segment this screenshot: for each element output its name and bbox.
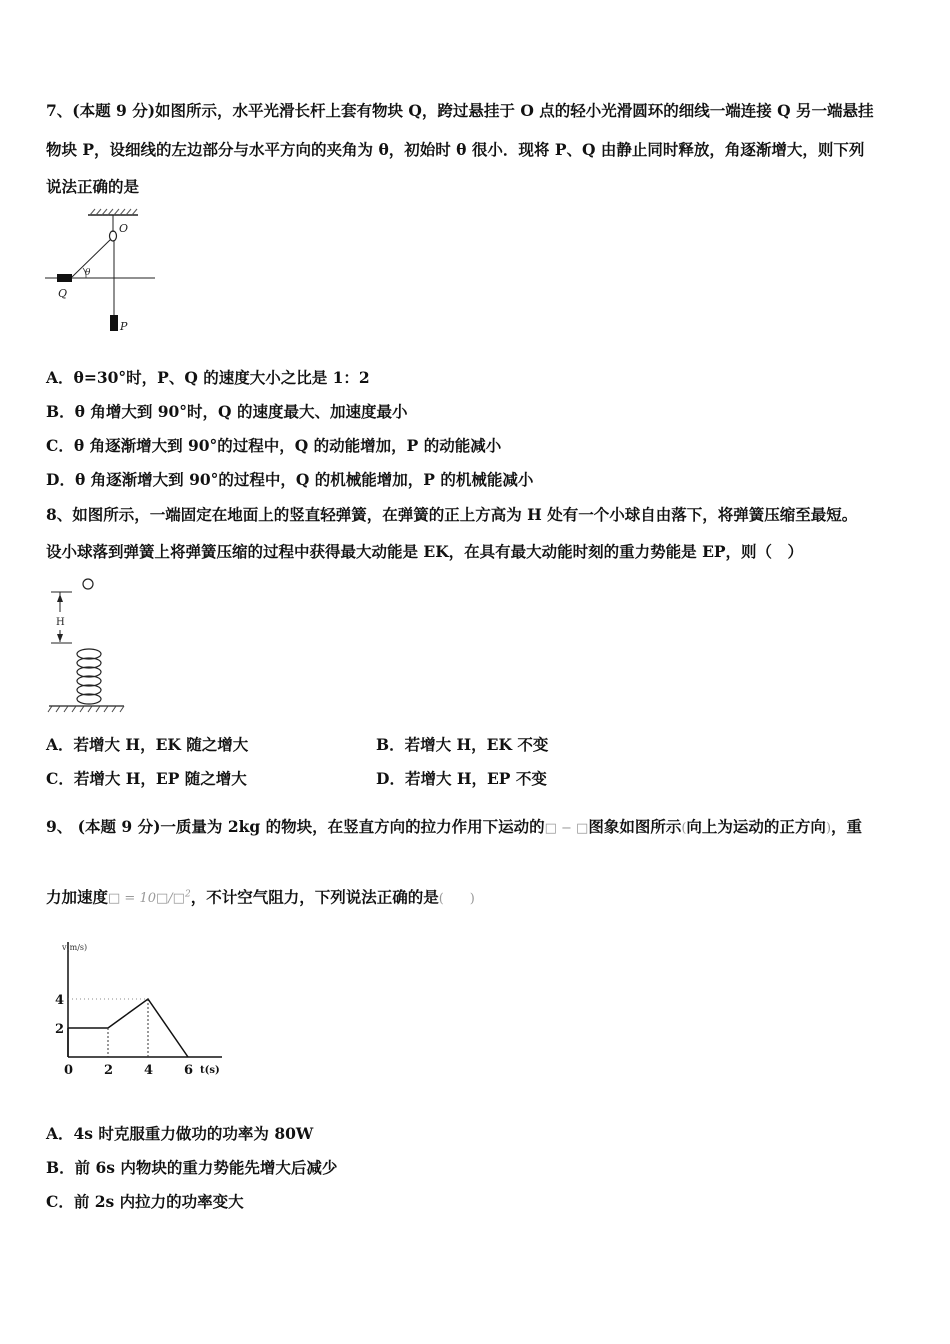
q8-option-d: D．若增大 H，EP 不变 [376,769,547,788]
x-tick-label: 4 [144,1063,154,1078]
q7-option-c: C．θ 角逐渐增大到 90°的过程中，Q 的动能增加，P 的动能减小 [46,436,502,455]
label-o: O [119,222,129,235]
q7-option-b: B．θ 角增大到 90°时，Q 的速度最大、加速度最小 [46,402,408,421]
x-tick-label: 0 [64,1063,74,1078]
q9-text-line-2 [46,885,475,909]
q7-text-line-2: 物块 P，设细线的左边部分与水平方向的夹角为 θ，初始时 θ 很小．现将 P、Q 由静止同时释放，角逐渐增大，则下列 [46,140,865,159]
q9-line1-part-c: 图象如图所示 [588,817,682,836]
label-q: Q [58,287,68,300]
q9-close-paren: ) [825,821,832,836]
q9-open-paren: ( [681,821,687,836]
q9-vt-placeholder: □ − □ [544,821,589,836]
q7-option-a: A．θ=30°时，P、Q 的速度大小之比是 1：2 [46,368,370,387]
y-tick-label: 2 [55,1022,65,1037]
chart-y-label: v(m/s) [62,943,88,952]
q9-line2-part-a: 力加速度 [46,887,109,907]
q9-option-a: A．4s 时克服重力做功的功率为 80W [46,1124,314,1143]
x-tick-label: 6 [184,1063,194,1078]
q8-option-c: C．若增大 H，EP 随之增大 [46,769,247,788]
q9-line2-part-c: ，不计空气阻力，下列说法正确的是 [190,887,439,907]
q9-line1-part-e: 向上为运动的正方向 [686,817,826,836]
label-theta: θ [85,268,91,278]
x-tick-label: 2 [104,1063,114,1078]
q8-option-b: B．若增大 H，EK 不变 [376,735,549,754]
label-h: H [56,617,65,628]
q7-text-line-3: 说法正确的是 [46,177,140,196]
q9-text-line-1 [46,817,862,839]
q7-option-d: D．θ 角逐渐增大到 90°的过程中，Q 的机械能增加，P 的机械能减小 [46,470,534,489]
q9-option-b: B．前 6s 内物块的重力势能先增大后减少 [46,1158,338,1177]
q9-line1-part-a: 9、 (本题 9 分)一质量为 2kg 的物块，在竖直方向的拉力作用下运动的 [46,817,545,836]
q9-line1-part-g: ，重 [831,817,863,836]
q9-vt-chart [40,932,240,1082]
q8-text-line-2: 设小球落到弹簧上将弹簧压缩的过程中获得最大动能是 EK，在具有最大动能时刻的重力势能是 EP，则（ ） [46,542,804,561]
chart-x-label: t(s) [200,1065,220,1076]
q9-answer-blank: ( ) [438,891,475,907]
q9-option-c: C．前 2s 内拉力的功率变大 [46,1192,244,1211]
q7-pulley-figure [40,205,170,340]
series-line [68,999,188,1057]
q8-text-line-1: 8、如图所示，一端固定在地面上的竖直轻弹簧，在弹簧的正上方高为 H 处有一个小球自由落下，将弹簧压缩至最短。 [46,505,858,524]
q9-gravity-formula [108,891,191,906]
q8-spring-figure [44,572,134,717]
y-tick-label: 4 [55,993,65,1008]
q7-text-line-1: 7、(本题 9 分)如图所示，水平光滑长杆上套有物块 Q，跨过悬挂于 O 点的轻小光滑圆环的细线一端连接 Q 另一端悬挂 [46,101,874,120]
label-p: P [120,320,128,333]
q9-gravity-value: □ = 10□/□ [108,891,185,907]
q9-gravity-exp: 2 [184,890,191,900]
q8-option-a: A．若增大 H，EK 随之增大 [46,735,249,754]
